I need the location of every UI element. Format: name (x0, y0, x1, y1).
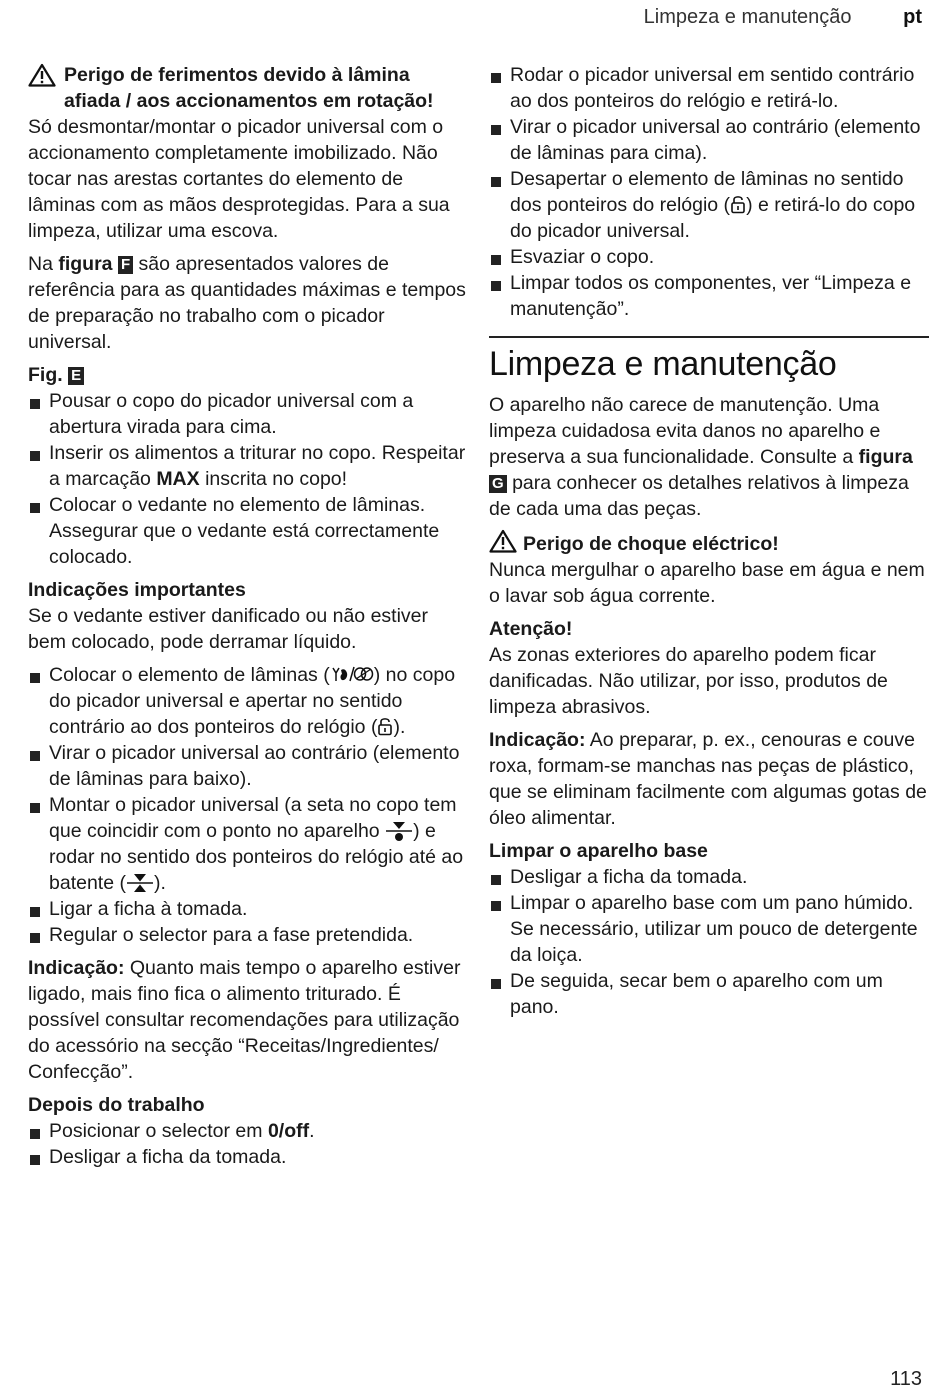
clean-base-heading: Limpar o aparelho base (489, 840, 708, 862)
list-item: Colocar o vedante no elemento de lâminas. Assegurar que o vedante está correctamente colocado. (28, 492, 466, 570)
list-item: Virar o picador universal ao contrário (elemento de lâminas para cima). (489, 114, 929, 166)
figure-g-word: figura (858, 446, 913, 468)
list-item: Esvaziar o copo. (489, 244, 929, 270)
max-marking: MAX (156, 468, 200, 490)
list-item: Desapertar o elemento de lâminas no sentido dos ponteiros do relógio ( ) e retirá-lo do copo do picador universal. (489, 166, 929, 244)
list-item: Pousar o copo do picador universal com a abertura virada para cima. (28, 388, 466, 440)
list-item: Limpar todos os componentes, ver “Limpeza e manutenção”. (489, 270, 929, 322)
right-column (489, 62, 929, 1027)
figure-f-label: F (118, 256, 133, 274)
blade-element-icon (330, 664, 374, 684)
important-notes-heading: Indicações importantes (28, 579, 246, 601)
list-item: Inserir os alimentos a triturar no copo. Respeitar a marcação MAX inscrita no copo! (28, 440, 466, 492)
clean-base-list (489, 864, 929, 1020)
list-item: Desligar a ficha da tomada. (489, 864, 929, 890)
header-section-title: Limpeza e manutenção (643, 6, 852, 28)
left-column (28, 62, 466, 1177)
list-item: Virar o picador universal ao contrário (elemento de lâminas para baixo). (28, 740, 466, 792)
warning-triangle-icon (28, 63, 56, 87)
list-item: Regular o selector para a fase pretendida. (28, 922, 466, 948)
section-divider (489, 336, 929, 338)
after-work-heading: Depois do trabalho (28, 1094, 205, 1116)
shock-warning-text: Nunca mergulhar o aparelho base em água e nem o lavar sob água corrente. (489, 559, 925, 607)
figure-e-label: E (68, 367, 84, 385)
important-notes-text: Se o vedante estiver danificado ou não estiver bem colocado, pode derramar líquido. (28, 605, 429, 653)
figure-e-heading: Fig. E (28, 362, 466, 388)
page-header (28, 6, 922, 34)
usage-note: Indicação: Quanto mais tempo o aparelho estiver ligado, mais fino fica o alimento triturado. É possível consultar recomendações para utilização do acessório na secção “Receitas/Ingredientes/ Confecção”. (28, 957, 461, 1083)
figure-f-paragraph: Na figura F são apresentados valores de referência para as quantidades máximas e tempos de preparação no trabalho com o picador universal. (28, 253, 466, 353)
injury-warning-title: Perigo de ferimentos devido à lâmina afiada / aos accionamentos em rotação! (64, 64, 434, 112)
header-language-code: pt (903, 6, 922, 28)
warning-triangle-icon (489, 529, 517, 553)
arrow-to-stop-icon (126, 872, 154, 894)
section-title: Limpeza e manutenção (489, 345, 837, 383)
assembly-steps-list (28, 662, 466, 948)
maintenance-intro: O aparelho não carece de manutenção. Uma limpeza cuidadosa evita danos no aparelho e preserva a sua funcionalidade. Consulte a figura G para conhecer os detalhes relativos à limpeza de cada uma das peças. (489, 394, 913, 520)
shock-warning-heading (489, 529, 929, 557)
arrow-to-dot-icon (385, 820, 413, 842)
list-item: Limpar o aparelho base com um pano húmido. Se necessário, utilizar um pouco de detergente da loiça. (489, 890, 929, 968)
list-item: Posicionar o selector em 0/off. (28, 1118, 466, 1144)
injury-warning-text: Só desmontar/montar o picador universal com o accionamento completamente imobilizado. Não tocar nas arestas cortantes do elemento de lâminas com as mãos desprotegidas. Para a sua limpeza, utilizar uma escova. (28, 116, 450, 242)
disassembly-steps-list (489, 62, 929, 322)
note-label: Indicação: (28, 957, 125, 979)
padlock-open-icon (730, 194, 746, 214)
injury-warning-heading (28, 62, 466, 114)
figure-g-label: G (489, 475, 507, 493)
attention-heading: Atenção! (489, 618, 573, 640)
padlock-icon (377, 716, 393, 736)
shock-warning-title: Perigo de choque eléctrico! (523, 533, 779, 555)
list-item: Ligar a ficha à tomada. (28, 896, 466, 922)
preparation-steps-list (28, 388, 466, 570)
list-item: Montar o picador universal (a seta no copo tem que coincidir com o ponto no aparelho ) e rodar no sentido dos ponteiros do relógio até ao batente ( ). (28, 792, 466, 896)
list-item: Desligar a ficha da tomada. (28, 1144, 466, 1170)
after-work-list (28, 1118, 466, 1170)
page-number: 113 (890, 1368, 922, 1390)
stain-note: Indicação: Ao preparar, p. ex., cenouras e couve roxa, formam-se manchas nas peças de plástico, que se eliminam facilmente com algumas gotas de óleo alimentar. (489, 729, 927, 829)
list-item: Rodar o picador universal em sentido contrário ao dos ponteiros do relógio e retirá-lo. (489, 62, 929, 114)
list-item: De seguida, secar bem o aparelho com um pano. (489, 968, 929, 1020)
figure-f-word: figura (58, 253, 113, 275)
attention-text: As zonas exteriores do aparelho podem ficar danificadas. Não utilizar, por isso, produtos de limpeza abrasivos. (489, 644, 888, 718)
note-label: Indicação: (489, 729, 586, 751)
list-item: Colocar o elemento de lâminas ( ) no copo do picador universal e apertar no sentido contrário ao dos ponteiros do relógio ( ). (28, 662, 466, 740)
off-position: 0/off (267, 1120, 310, 1142)
